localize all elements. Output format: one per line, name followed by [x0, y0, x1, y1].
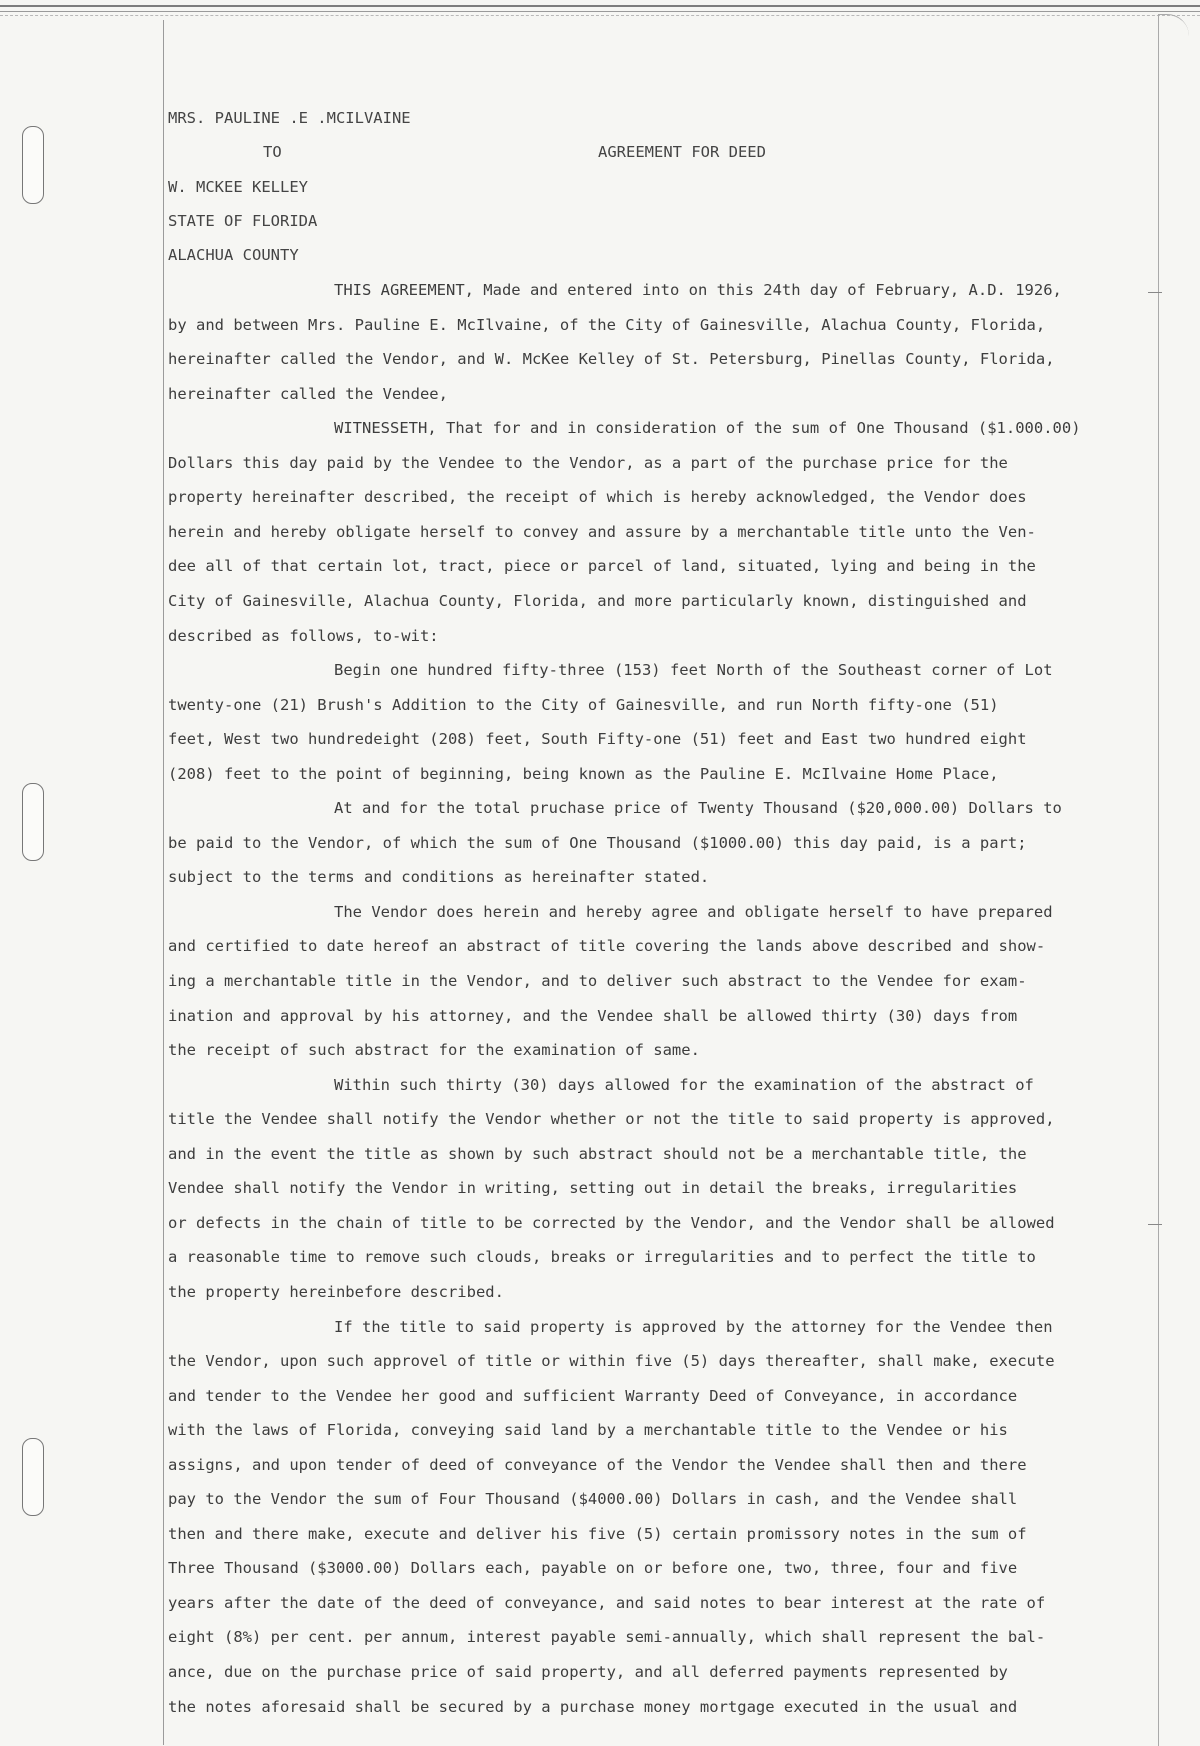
body-line: (208) feet to the point of beginning, being known as the Pauline E. McIlvaine Home Place,: [168, 764, 999, 783]
body-line: ance, due on the purchase price of said property, and all deferred payments represented by: [168, 1663, 1008, 1681]
body-line: and in the event the title as shown by such abstract should not be a merchantable title, the: [168, 1144, 1027, 1163]
state-line: STATE OF FLORIDA: [168, 212, 318, 230]
margin-tick: [1148, 292, 1162, 293]
binder-hole: [22, 783, 44, 861]
body-line: Begin one hundred fifty-three (153) feet North of the Southeast corner of Lot: [334, 661, 1053, 679]
body-line: THIS AGREEMENT, Made and entered into on this 24th day of February, A.D. 1926,: [334, 281, 1062, 299]
body-line: feet, West two hundredeight (208) feet, South Fifty-one (51) feet and East two hundred eight: [168, 730, 1027, 749]
body-line: The Vendor does herein and hereby agree and obligate herself to have prepared: [334, 902, 1053, 921]
body-line: pay to the Vendor the sum of Four Thousand ($4000.00) Dollars in cash, and the Vendee shall: [168, 1490, 1018, 1509]
body-line: subject to the terms and conditions as hereinafter stated.: [168, 868, 710, 887]
binder-hole: [22, 126, 44, 204]
body-line: with the laws of Florida, conveying said land by a merchantable title to the Vendee or his: [168, 1421, 1008, 1440]
body-line: dee all of that certain lot, tract, piece or parcel of land, situated, lying and being in the: [168, 557, 1036, 576]
page-edge: [1158, 14, 1189, 1746]
body-line: ination and approval by his attorney, and the Vendee shall be allowed thirty (30) days from: [168, 1006, 1018, 1025]
body-line: and certified to date hereof an abstract of title covering the lands above described and show-: [168, 937, 1046, 956]
document-title: AGREEMENT FOR DEED: [598, 143, 766, 161]
body-line: or defects in the chain of title to be corrected by the Vendor, and the Vendor shall be allowed: [168, 1213, 1055, 1232]
binder-hole: [22, 1438, 44, 1516]
body-line: years after the date of the deed of conveyance, and said notes to bear interest at the rate of: [168, 1593, 1046, 1612]
left-margin-rule: [163, 20, 164, 1745]
body-line: Within such thirty (30) days allowed for the examination of the abstract of: [334, 1075, 1034, 1094]
body-line: Three Thousand ($3000.00) Dollars each, payable on or before one, two, three, four and five: [168, 1559, 1018, 1578]
body-line: by and between Mrs. Pauline E. McIlvaine, of the City of Gainesville, Alachua County, Florida,: [168, 315, 1046, 334]
party-from: MRS. PAULINE .E .MCILVAINE: [168, 109, 411, 127]
body-line: a reasonable time to remove such clouds, breaks or irregularities and to perfect the title to: [168, 1248, 1036, 1267]
body-line: hereinafter called the Vendor, and W. McKee Kelley of St. Petersburg, Pinellas County, Florida,: [168, 350, 1055, 369]
body-line: then and there make, execute and deliver his five (5) certain promissory notes in the sum of: [168, 1524, 1027, 1543]
body-line: If the title to said property is approved by the attorney for the Vendee then: [334, 1317, 1053, 1336]
body-line: eight (8%) per cent. per annum, interest payable semi-annually, which shall represent the bal-: [168, 1628, 1046, 1647]
body-line: twenty-one (21) Brush's Addition to the City of Gainesville, and run North fifty-one (51): [168, 695, 999, 714]
body-line: the notes aforesaid shall be secured by a purchase money mortgage executed in the usual and: [168, 1697, 1018, 1716]
body-line: assigns, and upon tender of deed of conveyance of the Vendor the Vendee shall then and there: [168, 1455, 1027, 1474]
body-line: WITNESSETH, That for and in consideration of the sum of One Thousand ($1.000.00): [334, 419, 1081, 438]
body-line: described as follows, to-wit:: [168, 626, 439, 645]
body-line: the property hereinbefore described.: [168, 1282, 504, 1301]
body-line: herein and hereby obligate herself to convey and assure by a merchantable title unto the Ven-: [168, 522, 1036, 541]
body-line: be paid to the Vendor, of which the sum of One Thousand ($1000.00) this day paid, is a part;: [168, 833, 1027, 852]
body-line: the receipt of such abstract for the examination of same.: [168, 1041, 700, 1060]
party-to: W. MCKEE KELLEY: [168, 178, 308, 196]
body-line: City of Gainesville, Alachua County, Florida, and more particularly known, distinguished and: [168, 592, 1027, 610]
body-line: At and for the total pruchase price of Twenty Thousand ($20,000.00) Dollars to: [334, 799, 1062, 818]
body-line: ing a merchantable title in the Vendor, and to deliver such abstract to the Vendee for exam-: [168, 972, 1027, 990]
county-line: ALACHUA COUNTY: [168, 246, 299, 264]
margin-tick: [1148, 1224, 1162, 1225]
body-line: Dollars this day paid by the Vendee to the Vendor, as a part of the purchase price for the: [168, 453, 1008, 472]
body-line: and tender to the Vendee her good and sufficient Warranty Deed of Conveyance, in accordance: [168, 1386, 1018, 1405]
top-edge-rules: [0, 0, 1200, 20]
body-line: Vendee shall notify the Vendor in writing, setting out in detail the breaks, irregularities: [168, 1179, 1018, 1198]
to-label: TO: [263, 143, 282, 161]
body-line: property hereinafter described, the receipt of which is hereby acknowledged, the Vendor does: [168, 488, 1027, 507]
body-line: hereinafter called the Vendee,: [168, 384, 448, 403]
body-line: title the Vendee shall notify the Vendor whether or not the title to said property is approved,: [168, 1110, 1055, 1129]
body-line: the Vendor, upon such approvel of title or within five (5) days thereafter, shall make, execute: [168, 1352, 1055, 1370]
